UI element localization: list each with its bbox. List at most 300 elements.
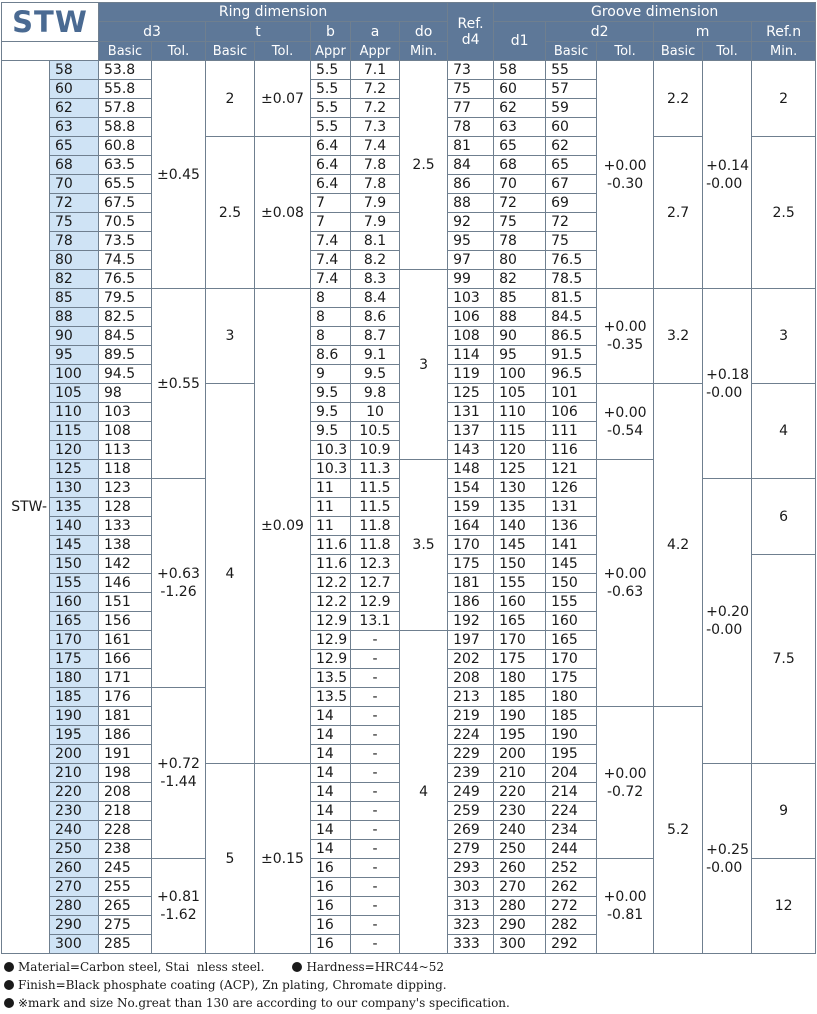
a-appr-cell: 9.1 [351,346,400,365]
a-appr-cell: 8.7 [351,327,400,346]
t-tol-cell: ±0.08 [255,137,311,289]
d3-basic-cell: 191 [99,745,152,764]
d2-basic-cell: 121 [546,460,597,479]
a-appr-cell: 11.5 [351,479,400,498]
a-appr-cell: - [351,669,400,688]
a-appr-cell: 8.3 [351,270,400,289]
d4-cell: 164 [448,517,494,536]
d4-cell: 175 [448,555,494,574]
a-appr-cell: 7.1 [351,61,400,80]
d2-basic-cell: 141 [546,536,597,555]
b-appr-cell: 5.5 [311,61,351,80]
b-appr-cell: 16 [311,935,351,954]
d2-basic-cell: 272 [546,897,597,916]
m-tol-cell: +0.14 -0.00 [703,61,752,289]
d2-basic-cell: 145 [546,555,597,574]
a-appr-cell: 13.1 [351,612,400,631]
d3-tol-cell: +0.81 -1.62 [152,859,206,954]
bullet-icon [4,998,14,1008]
a-appr-cell: 9.8 [351,384,400,403]
d2-basic-cell: 96.5 [546,365,597,384]
size-cell: 200 [50,745,99,764]
b-appr-cell: 8 [311,289,351,308]
b-appr-cell: 9.5 [311,403,351,422]
d4-cell: 323 [448,916,494,935]
b-appr-cell: 8.6 [311,346,351,365]
d3-basic-cell: 265 [99,897,152,916]
d2-tol-cell: +0.00 -0.54 [597,384,654,460]
d1-cell: 85 [494,289,546,308]
a-appr-cell: - [351,935,400,954]
size-cell: 240 [50,821,99,840]
d2-basic-cell: 75 [546,232,597,251]
d4-cell: 170 [448,536,494,555]
d3-basic-cell: 58.8 [99,118,152,137]
d4-cell: 333 [448,935,494,954]
d3-header: d3 [99,22,206,42]
b-appr-cell: 9 [311,365,351,384]
b-appr-cell: 11.6 [311,536,351,555]
d1-cell: 70 [494,175,546,194]
do-min-cell: 4 [400,631,448,954]
m-basic-header: Basic [654,42,703,61]
d3-basic-cell: 53.8 [99,61,152,80]
d3-basic-cell: 60.8 [99,137,152,156]
stw-dimension-table [1,2,816,954]
d2-basic-cell: 204 [546,764,597,783]
d3-basic-cell: 138 [99,536,152,555]
d2-basic-cell: 76.5 [546,251,597,270]
d4-cell: 99 [448,270,494,289]
size-cell: 220 [50,783,99,802]
a-appr-cell: - [351,878,400,897]
d2-basic-cell: 252 [546,859,597,878]
size-cell: 125 [50,460,99,479]
t-tol-header: Tol. [255,42,311,61]
b-appr-cell: 11 [311,498,351,517]
size-cell: 210 [50,764,99,783]
d4-cell: 229 [448,745,494,764]
a-appr-cell: - [351,764,400,783]
size-cell: 180 [50,669,99,688]
d1-cell: 62 [494,99,546,118]
d3-basic-cell: 123 [99,479,152,498]
size-cell: 110 [50,403,99,422]
d4-cell: 181 [448,574,494,593]
d1-cell: 165 [494,612,546,631]
d1-cell: 120 [494,441,546,460]
d4-cell: 81 [448,137,494,156]
d1-cell: 250 [494,840,546,859]
d4-cell: 84 [448,156,494,175]
d3-basic-cell: 89.5 [99,346,152,365]
d1-cell: 145 [494,536,546,555]
d3-basic-cell: 118 [99,460,152,479]
b-appr-cell: 16 [311,878,351,897]
b-appr-cell: 14 [311,840,351,859]
d1-cell: 175 [494,650,546,669]
table-row [2,61,816,80]
t-basic-cell: 3 [206,289,255,384]
d1-cell: 190 [494,707,546,726]
d4-cell: 88 [448,194,494,213]
b-appr-header: Appr [311,42,351,61]
do-min-cell: 3.5 [400,460,448,631]
d3-basic-cell: 70.5 [99,213,152,232]
d3-basic-cell: 166 [99,650,152,669]
a-appr-header: Appr [351,42,400,61]
note-specification-text: ※mark and size No.great than 130 are according to our company's specification. [18,996,510,1010]
ref-n-cell: 2 [752,61,816,137]
size-cell: 250 [50,840,99,859]
a-appr-cell: - [351,707,400,726]
do-header: do [400,22,448,42]
size-cell: 260 [50,859,99,878]
b-appr-cell: 7.4 [311,251,351,270]
a-appr-cell: 10 [351,403,400,422]
size-cell: 88 [50,308,99,327]
d3-basic-cell: 94.5 [99,365,152,384]
d4-cell: 92 [448,213,494,232]
a-appr-cell: - [351,631,400,650]
size-cell: 130 [50,479,99,498]
d4-cell: 106 [448,308,494,327]
d3-basic-cell: 151 [99,593,152,612]
b-appr-cell: 5.5 [311,99,351,118]
d1-cell: 280 [494,897,546,916]
d2-basic-cell: 116 [546,441,597,460]
m-tol-header: Tol. [703,42,752,61]
ref-d4-header: Ref. d4 [448,3,494,61]
d3-tol-cell: ±0.55 [152,289,206,479]
do-min-cell: 3 [400,270,448,460]
d2-basic-cell: 282 [546,916,597,935]
d2-basic-cell: 180 [546,688,597,707]
a-appr-cell: 7.9 [351,194,400,213]
d2-basic-cell: 126 [546,479,597,498]
b-appr-cell: 9.5 [311,422,351,441]
a-appr-cell: 9.5 [351,365,400,384]
b-appr-cell: 14 [311,726,351,745]
d3-basic-cell: 176 [99,688,152,707]
d2-basic-cell: 55 [546,61,597,80]
d3-basic-cell: 82.5 [99,308,152,327]
size-cell: 78 [50,232,99,251]
d4-cell: 259 [448,802,494,821]
b-appr-cell: 5.5 [311,80,351,99]
d1-cell: 140 [494,517,546,536]
ref-n-cell: 4 [752,384,816,479]
b-appr-cell: 11.6 [311,555,351,574]
a-appr-cell: - [351,859,400,878]
m-basic-cell: 2.2 [654,61,703,137]
d4-cell: 108 [448,327,494,346]
ref-n-cell: 6 [752,479,816,555]
d1-cell: 88 [494,308,546,327]
t-basic-header: Basic [206,42,255,61]
size-cell: 70 [50,175,99,194]
d1-cell: 160 [494,593,546,612]
d4-cell: 202 [448,650,494,669]
size-cell: 60 [50,80,99,99]
d2-basic-cell: 59 [546,99,597,118]
b-header: b [311,22,351,42]
d2-basic-cell: 185 [546,707,597,726]
d1-cell: 60 [494,80,546,99]
a-appr-cell: 7.4 [351,137,400,156]
d4-cell: 208 [448,669,494,688]
d4-cell: 137 [448,422,494,441]
b-appr-cell: 8 [311,327,351,346]
a-appr-cell: - [351,783,400,802]
b-appr-cell: 16 [311,859,351,878]
d2-basic-cell: 190 [546,726,597,745]
m-tol-cell: +0.18 -0.00 [703,289,752,479]
size-cell: 190 [50,707,99,726]
d1-cell: 200 [494,745,546,764]
b-appr-cell: 14 [311,783,351,802]
ref-n-header: Ref.n [752,22,816,42]
d1-cell: 63 [494,118,546,137]
d2-basic-cell: 101 [546,384,597,403]
d2-basic-cell: 86.5 [546,327,597,346]
do-min-cell: 2.5 [400,61,448,270]
d2-tol-cell: +0.00 -0.35 [597,289,654,384]
size-cell: 230 [50,802,99,821]
d2-basic-cell: 131 [546,498,597,517]
d3-basic-cell: 208 [99,783,152,802]
d1-cell: 100 [494,365,546,384]
d1-cell: 58 [494,61,546,80]
d1-cell: 105 [494,384,546,403]
d3-basic-cell: 113 [99,441,152,460]
ref-n-cell: 7.5 [752,555,816,764]
brand-spacer [50,42,99,61]
d1-cell: 270 [494,878,546,897]
d3-basic-cell: 181 [99,707,152,726]
a-appr-cell: 11.3 [351,460,400,479]
d3-basic-cell: 285 [99,935,152,954]
d4-cell: 239 [448,764,494,783]
d1-cell: 115 [494,422,546,441]
d4-cell: 119 [448,365,494,384]
size-cell: 150 [50,555,99,574]
ref-n-cell: 3 [752,289,816,384]
ring-dimension-header: Ring dimension [99,3,448,22]
b-appr-cell: 16 [311,916,351,935]
d4-cell: 86 [448,175,494,194]
t-basic-cell: 2.5 [206,137,255,289]
b-appr-cell: 10.3 [311,460,351,479]
b-appr-cell: 6.4 [311,175,351,194]
bullet-icon [292,962,302,972]
a-appr-cell: 12.3 [351,555,400,574]
a-appr-cell: - [351,745,400,764]
a-appr-cell: - [351,897,400,916]
d3-basic-cell: 161 [99,631,152,650]
size-cell: 280 [50,897,99,916]
d1-cell: 95 [494,346,546,365]
d1-cell: 72 [494,194,546,213]
size-cell: 75 [50,213,99,232]
d1-header: d1 [494,22,546,61]
d2-basic-cell: 136 [546,517,597,536]
d1-cell: 82 [494,270,546,289]
size-cell: 135 [50,498,99,517]
d4-cell: 154 [448,479,494,498]
d1-cell: 125 [494,460,546,479]
b-appr-cell: 11 [311,517,351,536]
d4-cell: 131 [448,403,494,422]
d1-cell: 135 [494,498,546,517]
d3-basic-cell: 238 [99,840,152,859]
groove-dimension-header: Groove dimension [494,3,816,22]
d4-cell: 213 [448,688,494,707]
ref-n-cell: 12 [752,859,816,954]
d3-tol-header: Tol. [152,42,206,61]
size-cell: 165 [50,612,99,631]
d4-cell: 75 [448,80,494,99]
b-appr-cell: 12.9 [311,650,351,669]
size-cell: 72 [50,194,99,213]
a-appr-cell: - [351,802,400,821]
size-cell: 160 [50,593,99,612]
a-appr-cell: - [351,840,400,859]
d3-basic-cell: 65.5 [99,175,152,194]
d3-basic-cell: 84.5 [99,327,152,346]
a-appr-cell: 7.2 [351,99,400,118]
d2-basic-cell: 195 [546,745,597,764]
d2-basic-cell: 262 [546,878,597,897]
d3-basic-cell: 133 [99,517,152,536]
d4-cell: 78 [448,118,494,137]
size-cell: 65 [50,137,99,156]
b-appr-cell: 8 [311,308,351,327]
d2-basic-cell: 67 [546,175,597,194]
d3-tol-cell: ±0.45 [152,61,206,289]
d1-cell: 230 [494,802,546,821]
size-cell: 95 [50,346,99,365]
b-appr-cell: 12.2 [311,593,351,612]
b-appr-cell: 14 [311,745,351,764]
size-cell: 90 [50,327,99,346]
size-cell: 115 [50,422,99,441]
d2-tol-cell: +0.00 -0.63 [597,460,654,707]
size-cell: 62 [50,99,99,118]
d3-basic-cell: 255 [99,878,152,897]
a-appr-cell: 7.8 [351,156,400,175]
d3-basic-cell: 55.8 [99,80,152,99]
a-appr-cell: 7.8 [351,175,400,194]
d2-basic-cell: 91.5 [546,346,597,365]
d4-cell: 293 [448,859,494,878]
d3-basic-header: Basic [99,42,152,61]
a-appr-cell: - [351,916,400,935]
d4-cell: 269 [448,821,494,840]
d3-basic-cell: 186 [99,726,152,745]
d2-basic-cell: 160 [546,612,597,631]
d3-basic-cell: 63.5 [99,156,152,175]
d4-cell: 303 [448,878,494,897]
size-cell: 140 [50,517,99,536]
b-appr-cell: 14 [311,707,351,726]
d1-cell: 150 [494,555,546,574]
b-appr-cell: 10.3 [311,441,351,460]
note-finish [4,976,510,994]
d3-basic-cell: 103 [99,403,152,422]
a-appr-cell: 8.4 [351,289,400,308]
a-appr-cell: 8.2 [351,251,400,270]
t-tol-cell: ±0.15 [255,764,311,954]
size-cell: 185 [50,688,99,707]
a-appr-cell: 7.9 [351,213,400,232]
d3-basic-cell: 171 [99,669,152,688]
d3-basic-cell: 98 [99,384,152,403]
b-appr-cell: 14 [311,764,351,783]
d2-basic-cell: 175 [546,669,597,688]
bullet-icon [4,962,14,972]
m-header: m [654,22,752,42]
a-appr-cell: - [351,726,400,745]
n-min-header: Min. [752,42,816,61]
d3-basic-cell: 67.5 [99,194,152,213]
b-appr-cell: 5.5 [311,118,351,137]
a-appr-cell: - [351,821,400,840]
table-body [2,61,816,954]
a-appr-cell: 12.9 [351,593,400,612]
ref-n-cell: 9 [752,764,816,859]
d3-tol-cell: +0.63 -1.26 [152,479,206,688]
m-basic-cell: 5.2 [654,707,703,954]
size-cell: 270 [50,878,99,897]
a-appr-cell: 11.8 [351,517,400,536]
d1-cell: 78 [494,232,546,251]
d1-cell: 155 [494,574,546,593]
d2-basic-cell: 292 [546,935,597,954]
d2-basic-cell: 81.5 [546,289,597,308]
d1-cell: 170 [494,631,546,650]
a-appr-cell: 10.5 [351,422,400,441]
d4-cell: 159 [448,498,494,517]
d4-cell: 192 [448,612,494,631]
b-appr-cell: 13.5 [311,669,351,688]
d3-tol-cell: +0.72 -1.44 [152,688,206,859]
b-appr-cell: 11 [311,479,351,498]
d1-cell: 75 [494,213,546,232]
note-material [4,958,510,976]
d2-basic-cell: 155 [546,593,597,612]
note-finish-text: Finish=Black phosphate coating (ACP), Zn plating, Chromate dipping. [18,978,447,992]
d2-tol-cell: +0.00 -0.72 [597,707,654,859]
d2-basic-cell: 224 [546,802,597,821]
do-min-header: Min. [400,42,448,61]
d1-cell: 195 [494,726,546,745]
t-header: t [206,22,311,42]
size-cell: 105 [50,384,99,403]
a-header: a [351,22,400,42]
d2-basic-cell: 69 [546,194,597,213]
d1-cell: 290 [494,916,546,935]
a-appr-cell: 10.9 [351,441,400,460]
d1-cell: 130 [494,479,546,498]
b-appr-cell: 9.5 [311,384,351,403]
d4-cell: 186 [448,593,494,612]
size-cell: 155 [50,574,99,593]
b-appr-cell: 7.4 [311,232,351,251]
b-appr-cell: 7.4 [311,270,351,289]
d2-basic-cell: 170 [546,650,597,669]
a-appr-cell: 11.8 [351,536,400,555]
